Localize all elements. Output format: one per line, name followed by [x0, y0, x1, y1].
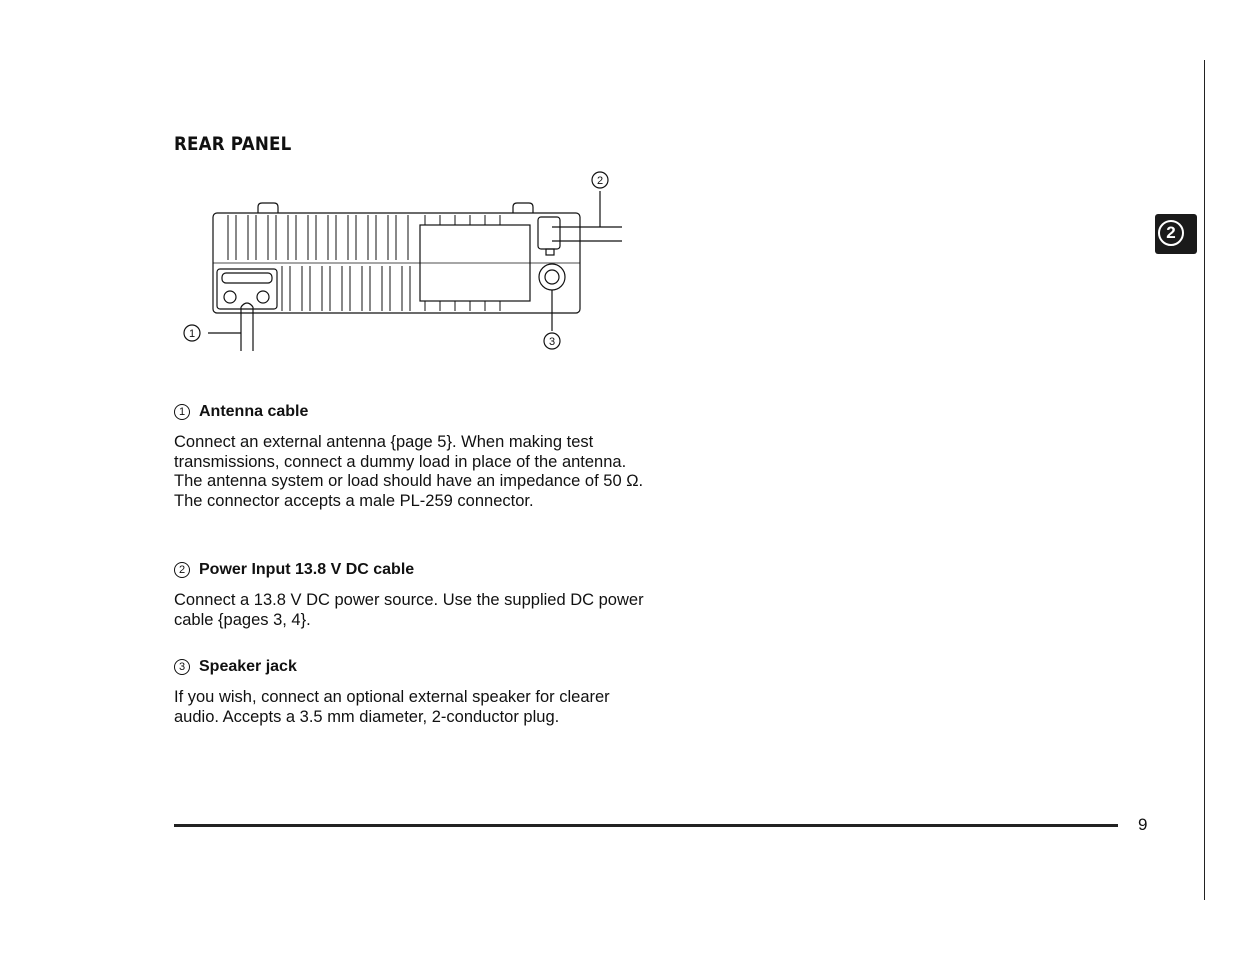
- item-title: Speaker jack: [199, 658, 297, 675]
- chapter-tab: [1155, 214, 1197, 254]
- item-antenna-cable: [174, 403, 654, 511]
- item-speaker-jack: [174, 658, 654, 727]
- page-edge-rule: [1204, 60, 1205, 900]
- item-heading: [174, 658, 654, 676]
- item-heading: [174, 403, 654, 421]
- item-title: Power Input 13.8 V DC cable: [199, 561, 415, 578]
- top-foot-right: [513, 203, 533, 213]
- callout-label-2: 2: [596, 175, 604, 187]
- footer-rule: [174, 824, 1118, 827]
- power-cable: [552, 227, 622, 241]
- page-number: 9: [1138, 815, 1148, 834]
- rear-panel-diagram: [170, 165, 640, 365]
- speaker-jack-outer: [539, 264, 565, 290]
- callout-label-1: 1: [188, 328, 196, 340]
- callout-label-3: 3: [548, 336, 556, 348]
- item-body: If you wish, connect an optional external speaker for clearer audio. Accepts a 3.5 mm diameter, 2-conductor plug.: [174, 688, 610, 726]
- chapter-number: 2: [1158, 220, 1184, 246]
- item-body: Connect an external antenna {page 5}. When making test transmissions, connect a dummy load in place of the antenna. The antenna system or load should have an impedance of 50 Ω. The connector accepts a male PL-259 connector.: [174, 433, 644, 510]
- power-connector: [538, 217, 560, 249]
- screw-left: [224, 291, 236, 303]
- item-marker: 3: [174, 659, 190, 675]
- item-marker: 1: [174, 404, 190, 420]
- section-title: REAR PANEL: [174, 133, 292, 155]
- top-foot-left: [258, 203, 278, 213]
- screw-right: [257, 291, 269, 303]
- slot-recess: [222, 273, 272, 283]
- speaker-jack-inner: [545, 270, 559, 284]
- item-body: Connect a 13.8 V DC power source. Use the supplied DC power cable {pages 3, 4}.: [174, 591, 644, 629]
- item-marker: 2: [174, 562, 190, 578]
- item-title: Antenna cable: [199, 403, 309, 420]
- antenna-cable: [241, 303, 253, 351]
- item-power-input: [174, 561, 654, 630]
- item-heading: [174, 561, 654, 579]
